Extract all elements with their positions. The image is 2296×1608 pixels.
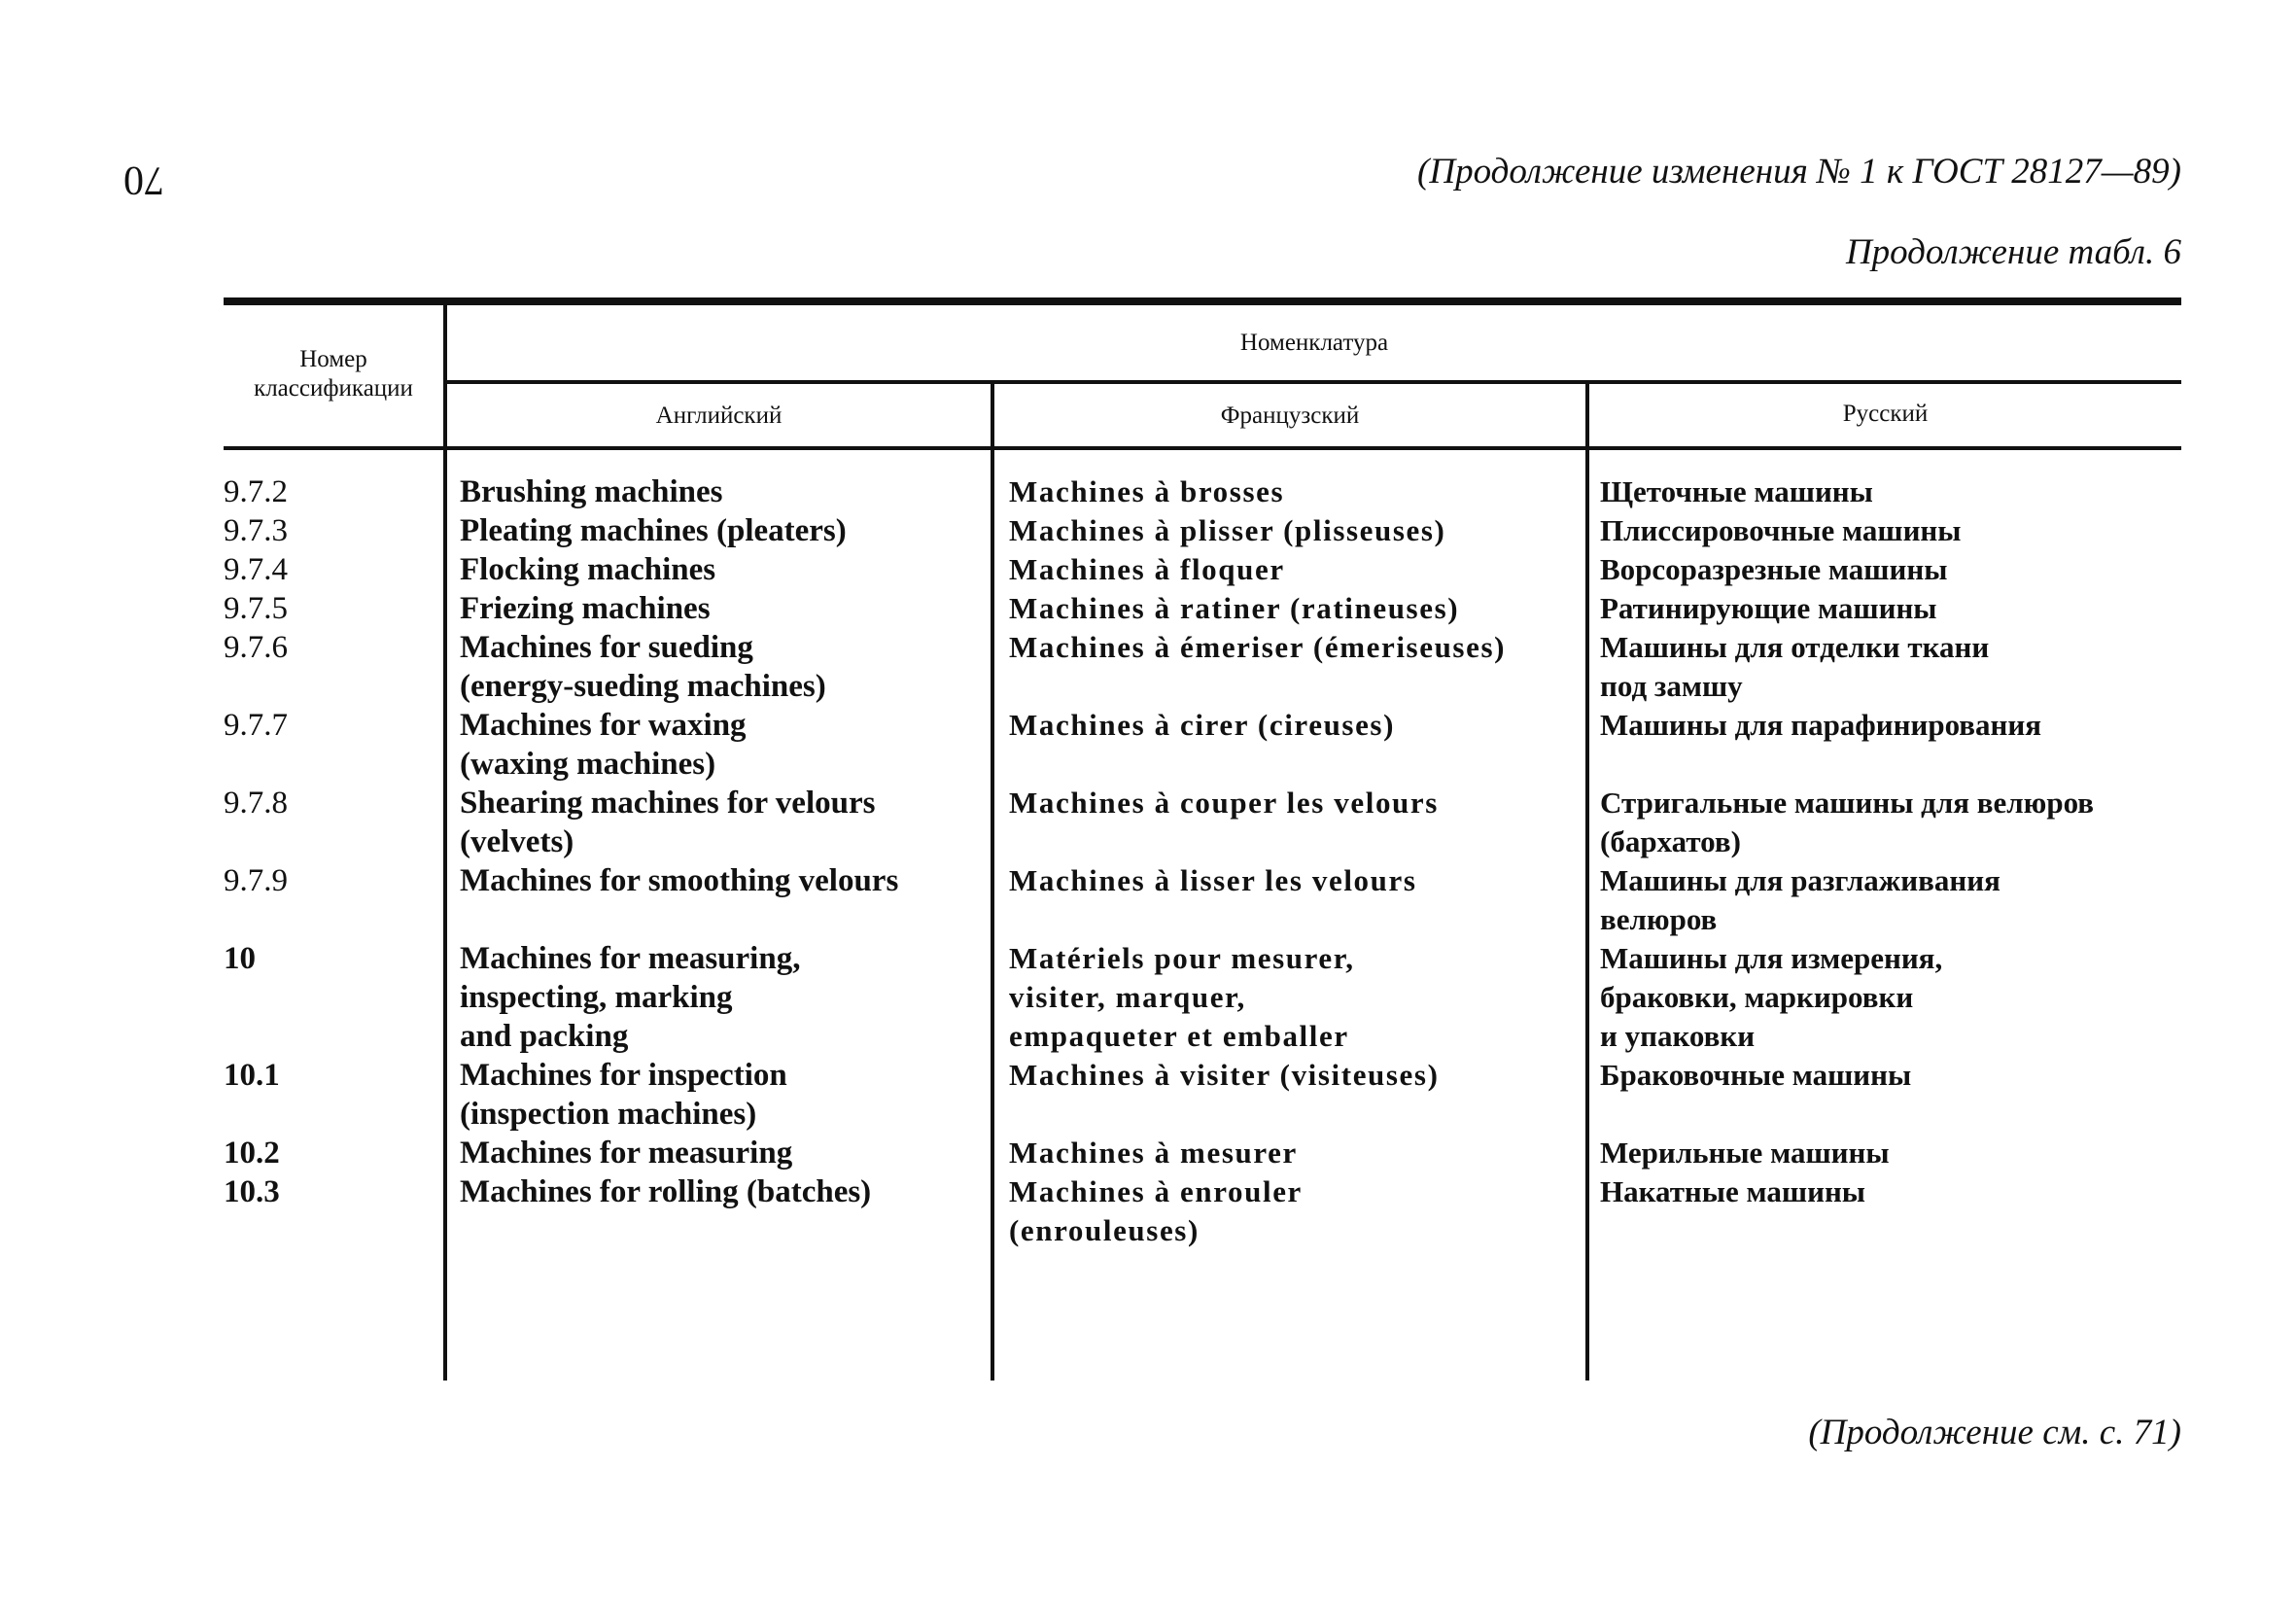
english-term: Shearing machines for velours (velvets) — [460, 786, 876, 859]
russian-term: Ворсоразрезные машины — [1600, 552, 1948, 586]
russian-term: Машины для парафинирования — [1600, 708, 2042, 742]
header-russian: Русский — [1842, 401, 1929, 427]
table-row — [0, 1172, 2296, 1250]
russian-term: Машины для измерения, браковки, маркировки и упаковки — [1600, 941, 1943, 1053]
table-row — [0, 628, 2296, 706]
classification-number: 10.1 — [224, 1058, 280, 1093]
french-term: Machines à enrouler (enrouleuses) — [1009, 1174, 1303, 1247]
russian-term: Щеточные машины — [1600, 474, 1873, 508]
header-nomenclature: Номенклатура — [1239, 330, 1389, 356]
french-term: Machines à lisser les velours — [1009, 863, 1417, 897]
english-term: Machines for inspection (inspection machines) — [460, 1058, 787, 1132]
continued-note: (Продолжение см. с. 71) — [1808, 1413, 2181, 1452]
table-row — [0, 706, 2296, 784]
french-term: Machines à floquer — [1009, 552, 1285, 586]
classification-number: 9.7.2 — [224, 474, 288, 509]
english-term: Machines for measuring — [460, 1136, 793, 1171]
russian-term: Ратинирующие машины — [1600, 591, 1937, 625]
header-english: Английский — [655, 402, 783, 429]
french-term: Machines à ratiner (ratineuses) — [1009, 591, 1460, 625]
classification-number: 9.7.5 — [224, 591, 288, 626]
english-term: Brushing machines — [460, 474, 723, 509]
russian-term: Накатные машины — [1600, 1174, 1866, 1208]
page-number: 70 — [123, 157, 164, 202]
table-row — [0, 1056, 2296, 1134]
classification-number: 9.7.9 — [224, 863, 288, 898]
russian-term: Браковочные машины — [1600, 1058, 1912, 1092]
table-row — [0, 550, 2296, 589]
table-row — [0, 939, 2296, 1056]
french-term: Matériels pour mesurer, visiter, marquer, empaqueter et emballer — [1009, 941, 1355, 1053]
french-term: Machines à mesurer — [1009, 1136, 1298, 1170]
english-term: Flocking machines — [460, 552, 716, 587]
english-term: Machines for waxing (waxing machines) — [460, 708, 747, 782]
russian-term: Плиссировочные машины — [1600, 513, 1962, 547]
classification-number: 9.7.7 — [224, 708, 288, 743]
table-top-rule — [224, 297, 2181, 305]
header-bottom-rule — [224, 446, 2181, 450]
russian-term: Машины для отделки ткани под замшу — [1600, 630, 1990, 703]
header-divider-rule — [445, 380, 2181, 384]
table-row — [0, 861, 2296, 939]
english-term: Pleating machines (pleaters) — [460, 513, 847, 548]
table-row — [0, 1134, 2296, 1172]
classification-number: 10.2 — [224, 1136, 280, 1171]
header-french: Французский — [1220, 402, 1360, 429]
classification-number: 9.7.6 — [224, 630, 288, 665]
french-term: Machines à visiter (visiteuses) — [1009, 1058, 1440, 1092]
russian-term: Стригальные машины для велюров (бархатов) — [1600, 786, 2095, 858]
header-number: Номер классификации — [254, 346, 413, 402]
english-term: Machines for measuring, inspecting, marking and packing — [460, 941, 801, 1054]
classification-number: 9.7.3 — [224, 513, 288, 548]
russian-term: Мерильные машины — [1600, 1136, 1890, 1170]
table-caption: Продолжение табл. 6 — [1845, 232, 2181, 272]
classification-number: 10.3 — [224, 1174, 280, 1209]
english-term: Machines for smoothing velours — [460, 863, 899, 898]
table-row — [0, 784, 2296, 861]
classification-number: 9.7.4 — [224, 552, 288, 587]
russian-term: Машины для разглаживания велюров — [1600, 863, 2000, 936]
french-term: Machines à brosses — [1009, 474, 1285, 508]
english-term: Friezing machines — [460, 591, 711, 626]
english-term: Machines for rolling (batches) — [460, 1174, 872, 1209]
table-row — [0, 511, 2296, 550]
french-term: Machines à émeriser (émeriseuses) — [1009, 630, 1507, 664]
table-body — [0, 472, 2296, 1250]
french-term: Machines à plisser (plisseuses) — [1009, 513, 1446, 547]
french-term: Machines à cirer (cireuses) — [1009, 708, 1396, 742]
classification-number: 10 — [224, 941, 256, 976]
french-term: Machines à couper les velours — [1009, 786, 1439, 820]
classification-number: 9.7.8 — [224, 786, 288, 821]
english-term: Machines for sueding (energy-sueding machines) — [460, 630, 826, 704]
table-row — [0, 589, 2296, 628]
table-row — [0, 472, 2296, 511]
running-header: (Продолжение изменения № 1 к ГОСТ 28127—89) — [1417, 152, 2181, 192]
